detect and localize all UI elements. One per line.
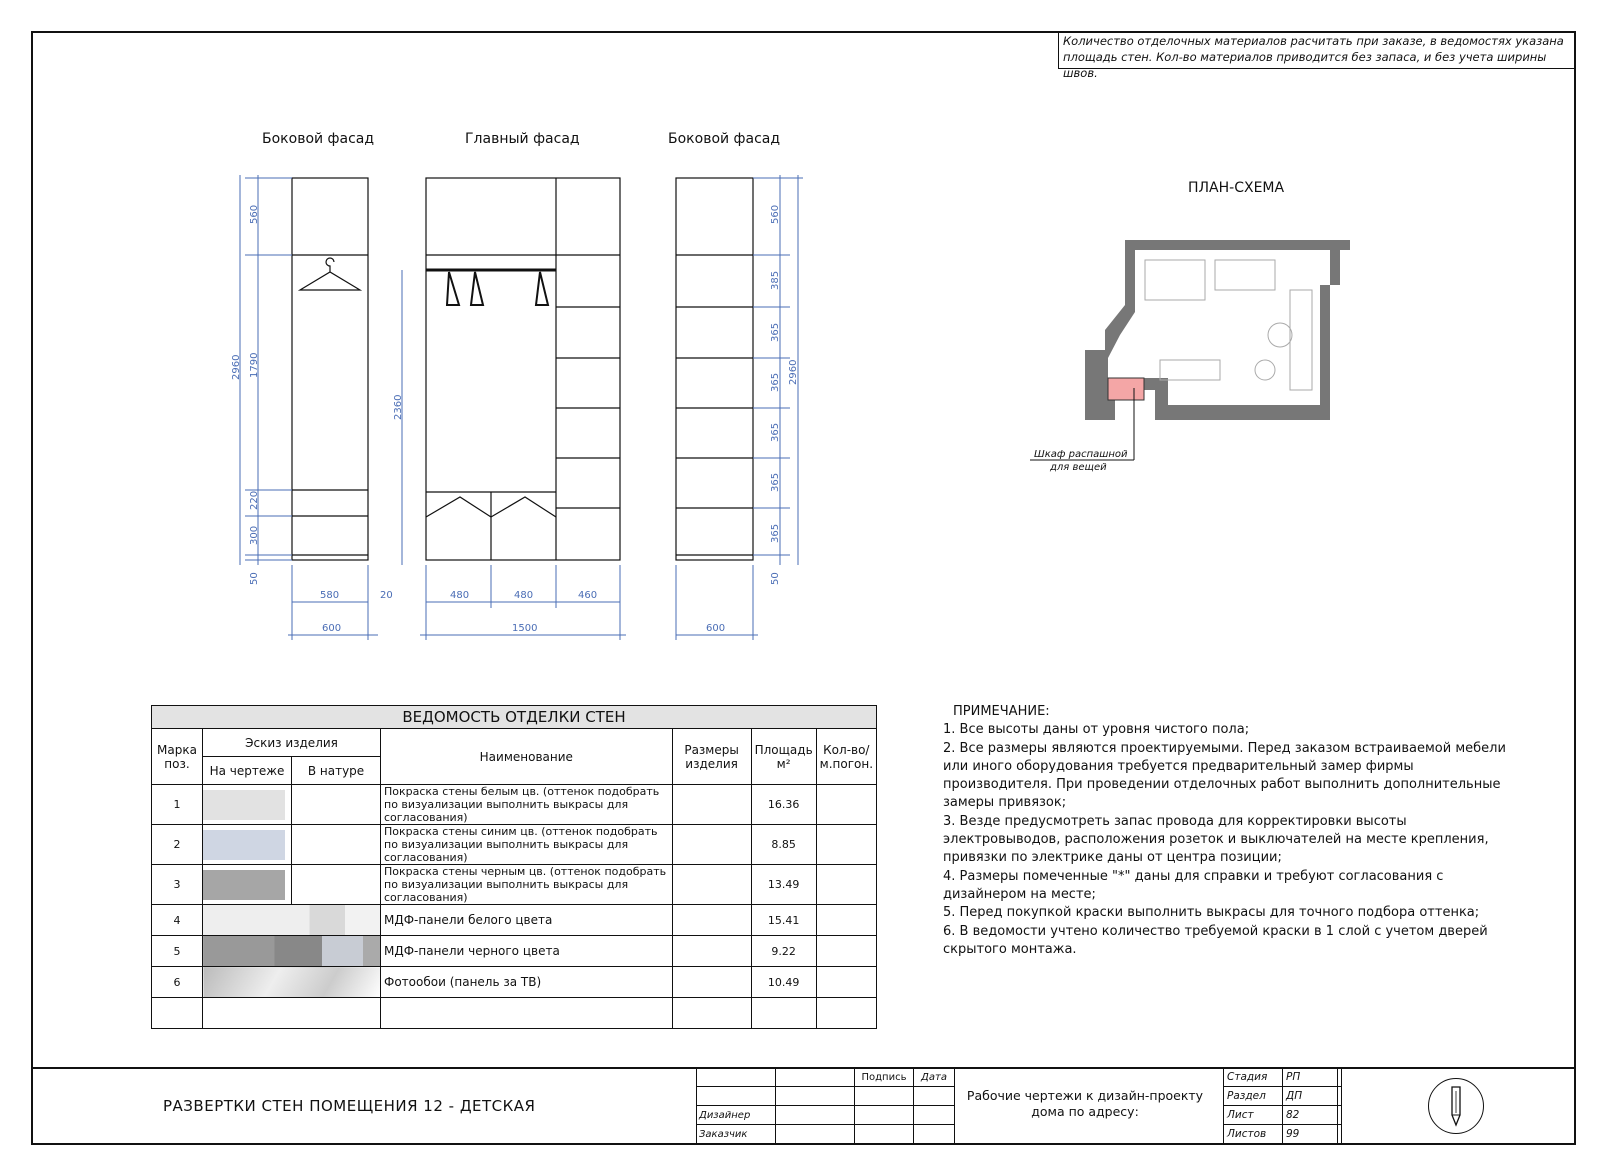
col-qty: Кол-во/ м.погон. (816, 729, 876, 785)
col-name: Наименование (381, 729, 673, 785)
dim-label: 2960 (788, 359, 799, 385)
main-facade-title: Главный фасад (465, 131, 580, 147)
dim-label: 300 (249, 525, 260, 545)
col-area: Площадь м² (751, 729, 816, 785)
table-row (152, 865, 877, 905)
row-mark: 4 (152, 905, 203, 936)
dim-label: 1790 (249, 352, 260, 378)
note-item: 5. Перед покупкой краски выполнить выкрасы для точного подбора оттенка; (943, 905, 1480, 921)
table-row (152, 825, 877, 865)
note-item: 4. Размеры помеченные "*" даны для справки и требуют согласования с дизайнером на месте; (943, 868, 1444, 902)
col-size: Размеры изделия (672, 729, 751, 785)
row-name: МДФ-панели черного цвета (381, 936, 673, 967)
note-item: 1. Все высоты даны от уровня чистого пола; (943, 722, 1250, 738)
col-mark: Марка поз. (152, 729, 203, 785)
row-area: 10.49 (751, 967, 816, 998)
project-description (950, 1088, 1220, 1120)
main-facade-outline (426, 178, 620, 560)
table-row (152, 905, 877, 936)
note-item: 3. Везде предусмотреть запас провода для корректировки высоты электровыводов, расположения розеток и выключателей на месте крепления, привязки по электрике даны от центра позиции; (943, 813, 1489, 866)
row-name: Покраска стены белым цв. (оттенок подобрать по визуализации выполнить выкрасы для согласования) (381, 785, 673, 825)
row-area: 9.22 (751, 936, 816, 967)
note-item: 6. В ведомости учтено количество требуемой краски в 1 слой с учетом дверей скрытого монтажа. (943, 923, 1488, 957)
sheet-label: Лист (1224, 1106, 1283, 1125)
col-sketch: Эскиз изделия (203, 729, 381, 757)
table-title: ВЕДОМОСТЬ ОТДЕЛКИ СТЕН (152, 706, 877, 729)
sign-label: Подпись (855, 1068, 914, 1087)
row-area: 8.85 (751, 825, 816, 865)
sheet-value: 82 (1283, 1106, 1342, 1125)
dim-label: 365 (770, 523, 781, 543)
dim-label: 560 (249, 204, 260, 224)
notes (943, 703, 1513, 959)
table-row (152, 785, 877, 825)
dim-label: 2360 (393, 394, 404, 420)
sheets-value: 99 (1283, 1125, 1342, 1144)
dim-label: 365 (770, 372, 781, 392)
pencil-logo-icon (1428, 1078, 1484, 1134)
row-area: 13.49 (751, 865, 816, 905)
left-facade-title: Боковой фасад (262, 131, 375, 147)
facade-drawings (0, 0, 880, 660)
row-name: Покраска стены синим цв. (оттенок подобрать по визуализации выполнить выкрасы для согласования) (381, 825, 673, 865)
row-name: МДФ-панели белого цвета (381, 905, 673, 936)
col-nature: В натуре (292, 757, 381, 785)
table-row (152, 998, 877, 1029)
dim-label: 580 (320, 590, 340, 601)
date-label: Дата (914, 1068, 955, 1087)
hanger-icon (300, 258, 360, 290)
dim-label: 600 (706, 623, 726, 634)
row-swatch (203, 905, 381, 936)
row-name: Покраска стены черным цв. (оттенок подобрать по визуализации выполнить выкрасы для согласования) (381, 865, 673, 905)
right-facade-outline (676, 178, 753, 560)
project-line1: Рабочие чертежи к дизайн-проекту (966, 1088, 1204, 1103)
wall-finish-table (151, 705, 877, 1029)
dim-label: 220 (249, 490, 260, 510)
row-mark: 6 (152, 967, 203, 998)
row-swatch (203, 825, 292, 865)
row-mark: 2 (152, 825, 203, 865)
row-swatch (203, 785, 292, 825)
section-label: Раздел (1224, 1087, 1283, 1106)
left-facade-outline (292, 178, 368, 560)
section-value: ДП (1283, 1087, 1342, 1106)
table-row (152, 967, 877, 998)
row-mark: 1 (152, 785, 203, 825)
dim-label: 1500 (512, 623, 538, 634)
plan-label-line2: для вещей (1050, 462, 1107, 473)
stamp-divider (1337, 1067, 1338, 1145)
wardrobe-highlight (1108, 378, 1144, 400)
dim-label: 50 (770, 572, 781, 585)
dim-label: 600 (322, 623, 342, 634)
row-name: Фотообои (панель за ТВ) (381, 967, 673, 998)
customer-label: Заказчик (697, 1125, 776, 1144)
dim-label: 2960 (231, 354, 242, 380)
dim-label: 480 (514, 590, 534, 601)
dim-label: 460 (578, 590, 598, 601)
row-mark: 5 (152, 936, 203, 967)
top-note: Количество отделочных материалов расчитать при заказе, в ведомостях указана площадь стен. Кол-во материалов приводится без запаса, и без учета ширины швов. (1058, 31, 1576, 69)
stage-value: РП (1283, 1068, 1342, 1087)
plan-label-line1: Шкаф распашной (1034, 449, 1128, 460)
stage-label: Стадия (1224, 1068, 1283, 1087)
table-row (152, 936, 877, 967)
plan-title: ПЛАН-СХЕМА (1188, 180, 1285, 196)
row-swatch (203, 967, 381, 998)
hanger-icon (447, 272, 548, 305)
dim-label: 365 (770, 422, 781, 442)
project-line2: дома по адресу: (1031, 1104, 1139, 1119)
sheet-meta (1223, 1067, 1342, 1144)
signature-grid (696, 1067, 955, 1144)
dim-label: 385 (770, 270, 781, 290)
dim-label: 50 (249, 572, 260, 585)
sheet-title: РАЗВЕРТКИ СТЕН ПОМЕЩЕНИЯ 12 - ДЕТСКАЯ (163, 1097, 536, 1115)
col-drawing: На чертеже (203, 757, 292, 785)
dim-label: 560 (770, 204, 781, 224)
row-area: 16.36 (751, 785, 816, 825)
dim-label: 480 (450, 590, 470, 601)
dim-label: 365 (770, 322, 781, 342)
right-facade-title: Боковой фасад (668, 131, 781, 147)
dim-label: 365 (770, 472, 781, 492)
dim-label: 20 (380, 590, 393, 601)
plan-scheme (1020, 230, 1360, 490)
row-area: 15.41 (751, 905, 816, 936)
row-swatch (203, 865, 292, 905)
note-item: 2. Все размеры являются проектируемыми. Перед заказом встраиваемой мебели или иного оборудования требуется предварительный замер фирмы производителя. При проведении отделочных работ выполнить дополнительные замеры привязок; (943, 740, 1506, 811)
sheets-label: Листов (1224, 1125, 1283, 1144)
row-mark: 3 (152, 865, 203, 905)
notes-title: ПРИМЕЧАНИЕ: (953, 704, 1050, 719)
designer-label: Дизайнер (697, 1106, 776, 1125)
row-swatch (203, 936, 381, 967)
